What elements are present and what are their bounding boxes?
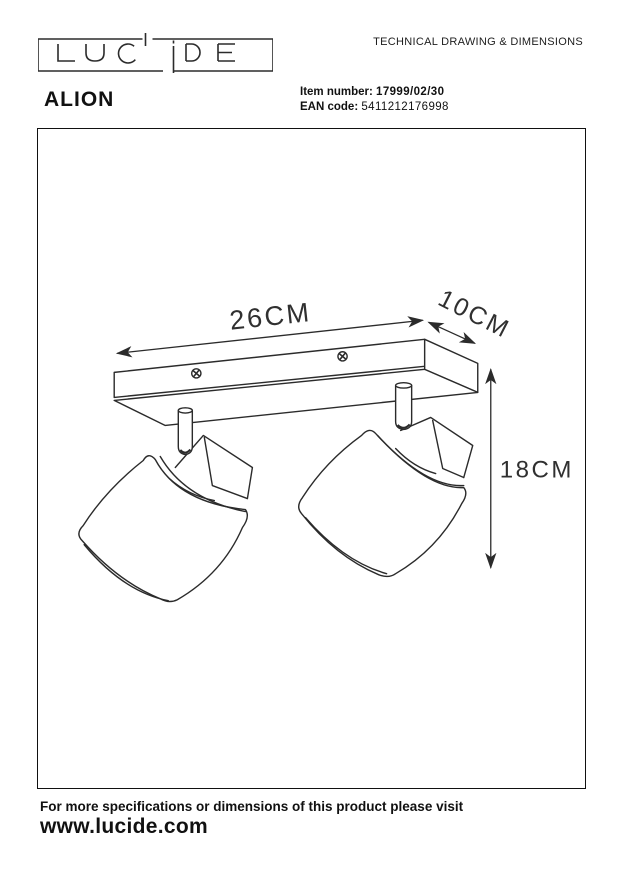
left-stem [178, 408, 192, 455]
ean-row [300, 100, 449, 115]
screw-left [192, 369, 201, 378]
width-dim-label: 26CM [228, 297, 313, 336]
depth-dim-label: 10CM [433, 284, 515, 345]
dimension-depth [429, 284, 515, 344]
logo-letter-U [86, 44, 104, 61]
technical-drawing [38, 129, 585, 788]
product-identifiers [300, 85, 449, 115]
ean-value: 5411212176998 [361, 101, 449, 113]
footer-note: For more specifications or dimensions of this product please visit [40, 799, 464, 814]
spot-head-right [299, 383, 473, 577]
logo-letter-E [218, 44, 235, 61]
spot-head-left [79, 408, 253, 602]
product-name: ALION [44, 88, 115, 111]
screw-right [338, 352, 347, 361]
logo-box-right [153, 39, 274, 71]
footer [40, 799, 463, 839]
footer-website: www.lucide.com [40, 815, 208, 838]
logo-letter-L [58, 44, 75, 61]
right-stem [396, 383, 412, 430]
document-type-title: TECHNICAL DRAWING & DIMENSIONS [373, 36, 583, 48]
logo-letter-C [119, 44, 136, 63]
logo-letter-D [186, 44, 200, 61]
lucide-logo [38, 30, 273, 74]
dimension-height [491, 369, 574, 567]
item-number-row [300, 85, 449, 100]
item-number-label: Item number: [300, 86, 373, 98]
logo-box-left [38, 39, 163, 71]
item-number-value: 17999/02/30 [376, 86, 445, 98]
ean-label: EAN code: [300, 101, 359, 113]
height-dim-label: 18CM [499, 456, 574, 484]
mounting-plate [114, 339, 478, 425]
drawing-frame [37, 128, 586, 789]
